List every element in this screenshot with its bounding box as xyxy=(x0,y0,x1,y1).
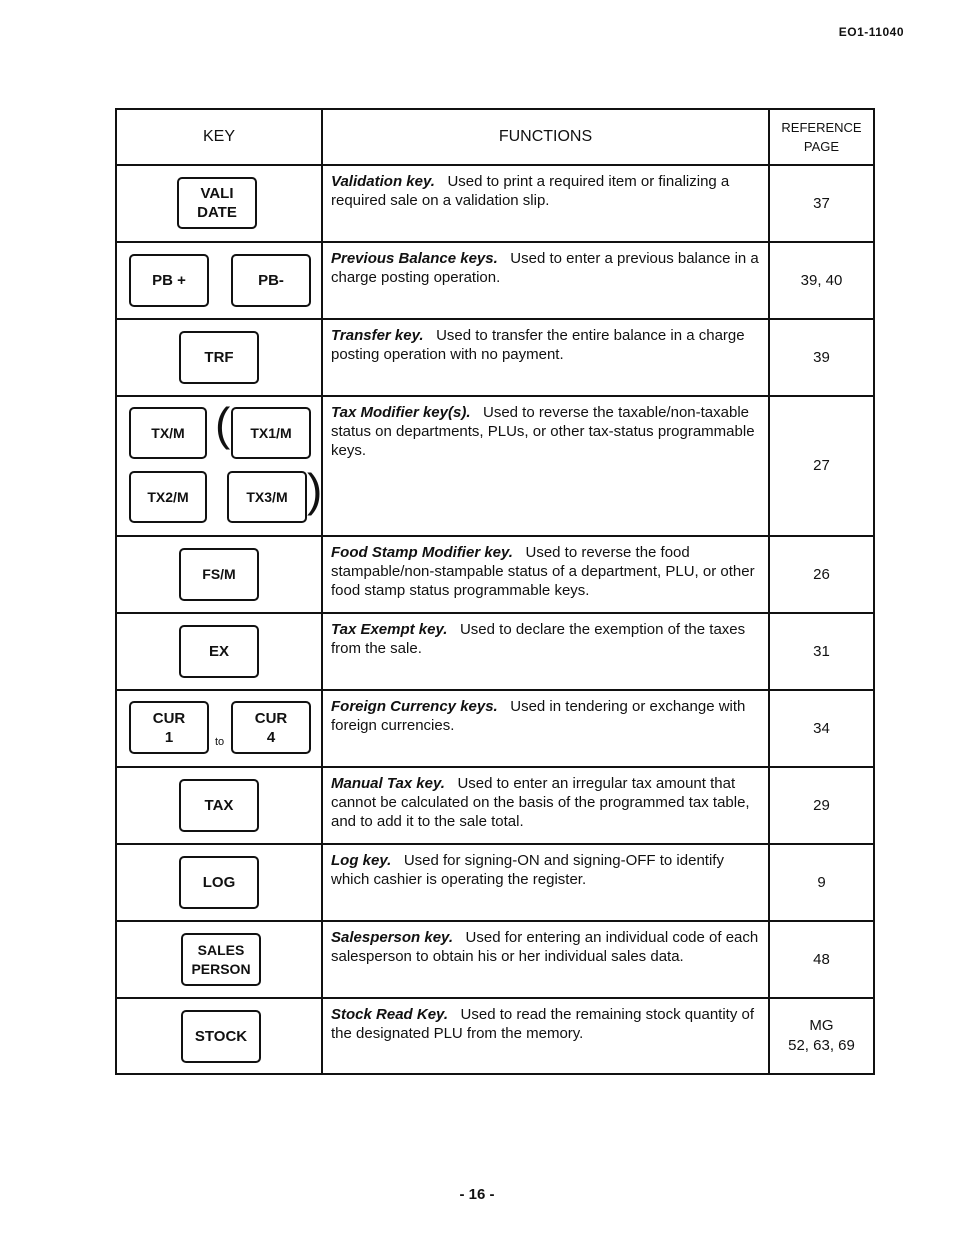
key-label: VALI xyxy=(200,185,234,202)
table-row xyxy=(116,536,874,613)
table-row xyxy=(116,396,874,536)
table-row xyxy=(116,242,874,319)
function-title: Manual Tax key. xyxy=(331,775,445,792)
key-label: CUR xyxy=(152,709,186,727)
key-label: PERSON xyxy=(191,960,251,977)
table-row xyxy=(116,165,874,242)
function-cell xyxy=(322,921,769,998)
vali-date-key xyxy=(177,177,257,229)
key-label: DATE xyxy=(197,204,237,221)
key-cell xyxy=(116,396,322,536)
function-cell xyxy=(322,690,769,767)
function-title: Stock Read Key. xyxy=(331,1006,448,1023)
tx2-m-key xyxy=(129,471,207,523)
table-header-row xyxy=(116,109,874,165)
key-label: TX2/M xyxy=(147,488,189,505)
table-row xyxy=(116,613,874,690)
key-cell xyxy=(116,690,322,767)
tx1-m-key xyxy=(231,407,311,459)
document-id: EO1-11040 xyxy=(838,25,904,39)
tx-m-key xyxy=(129,407,207,459)
table-row xyxy=(116,690,874,767)
function-description: Used to enter an irregular tax amount that cannot be calculated on the basis of the programmed tax table, and to add it to the sale total. xyxy=(331,775,750,830)
to-label: to xyxy=(215,736,225,748)
function-description: Used to enter a previous balance in a charge posting operation. xyxy=(331,250,759,286)
header-reference-page xyxy=(769,109,874,165)
reference-page-line: 52, 63, 69 xyxy=(788,1037,855,1054)
key-cell xyxy=(116,613,322,690)
function-cell xyxy=(322,165,769,242)
function-description: Used in tendering or exchange with foreign currencies. xyxy=(331,698,746,734)
page-number: - 16 - xyxy=(459,1186,495,1203)
key-label: CUR xyxy=(254,709,288,727)
table-row xyxy=(116,998,874,1074)
key-cell xyxy=(116,242,322,319)
key-label: FS/M xyxy=(202,566,236,582)
table-row xyxy=(116,844,874,921)
function-description: Used to reverse the taxable/non-taxable status on departments, PLUs, or other tax-status programmable keys. xyxy=(331,404,755,459)
tx3-m-key xyxy=(227,471,307,523)
function-cell xyxy=(322,242,769,319)
function-title: Transfer key. xyxy=(331,327,424,344)
function-description: Used for signing-ON and signing-OFF to identify which cashier is operating the register. xyxy=(331,852,724,888)
reference-page: 48 xyxy=(769,921,874,998)
function-cell xyxy=(322,767,769,844)
reference-page: 39 xyxy=(769,319,874,396)
key-cell xyxy=(116,536,322,613)
function-description: Used to read the remaining stock quantity of the designated PLU from the memory. xyxy=(331,1006,755,1042)
key-label: LOG xyxy=(202,874,236,891)
key-label: TAX xyxy=(204,797,234,814)
key-label: 4 xyxy=(266,728,276,746)
key-cell xyxy=(116,767,322,844)
function-title: Foreign Currency keys. xyxy=(331,698,498,715)
key-label: PB + xyxy=(152,272,186,289)
tax-key xyxy=(179,779,259,832)
reference-page: 27 xyxy=(769,396,874,536)
function-title: Log key. xyxy=(331,852,392,869)
key-label: EX xyxy=(208,643,229,660)
function-title: Tax Modifier key(s). xyxy=(331,404,471,421)
ex-key xyxy=(179,625,259,678)
function-cell xyxy=(322,536,769,613)
header-functions: FUNCTIONS xyxy=(322,109,769,165)
salesperson-key xyxy=(181,933,261,986)
key-label: 1 xyxy=(164,728,174,746)
function-description: Used to declare the exemption of the taxes from the sale. xyxy=(331,621,746,657)
open-paren: ( xyxy=(215,398,231,450)
reference-page: 34 xyxy=(769,690,874,767)
key-function-table xyxy=(115,108,875,1075)
function-description: Used for entering an individual code of each salesperson to obtain his or her individual sales data. xyxy=(331,929,759,965)
cur-4-key xyxy=(231,701,311,754)
reference-page: 37 xyxy=(769,165,874,242)
function-title: Tax Exempt key. xyxy=(331,621,448,638)
log-key xyxy=(179,856,259,909)
key-cell xyxy=(116,319,322,396)
key-cell xyxy=(116,921,322,998)
fs-m-key xyxy=(179,548,259,601)
trf-key xyxy=(179,331,259,384)
function-cell xyxy=(322,844,769,921)
reference-page: 39, 40 xyxy=(769,242,874,319)
close-paren: ) xyxy=(307,464,323,516)
function-title: Food Stamp Modifier key. xyxy=(331,544,513,561)
function-title: Previous Balance keys. xyxy=(331,250,498,267)
key-cell xyxy=(116,844,322,921)
pb-minus-key xyxy=(231,254,311,307)
function-title: Validation key. xyxy=(331,173,435,190)
header-key: KEY xyxy=(116,109,322,165)
function-description: Used to print a required item or finalizing a required sale on a validation slip. xyxy=(331,173,730,209)
table-row xyxy=(116,319,874,396)
header-reference-label: REFERENCE xyxy=(781,120,862,135)
cur-1-key xyxy=(129,701,209,754)
pb-plus-key xyxy=(129,254,209,307)
function-cell xyxy=(322,319,769,396)
function-cell xyxy=(322,613,769,690)
key-cell xyxy=(116,998,322,1074)
function-cell xyxy=(322,998,769,1074)
table-row xyxy=(116,767,874,844)
function-cell xyxy=(322,396,769,536)
function-description: Used to transfer the entire balance in a charge posting operation with no payment. xyxy=(331,327,745,363)
key-label: SALES xyxy=(197,941,245,958)
key-label: STOCK xyxy=(194,1028,248,1045)
table-row xyxy=(116,921,874,998)
reference-page: 9 xyxy=(769,844,874,921)
function-title: Salesperson key. xyxy=(331,929,454,946)
key-label: PB- xyxy=(258,272,284,289)
key-cell xyxy=(116,165,322,242)
key-label: TX3/M xyxy=(246,488,288,505)
header-page-label: PAGE xyxy=(803,139,840,154)
key-label: TRF xyxy=(204,349,234,366)
function-description: Used to reverse the food stampable/non-stampable status of a department, PLU, or other food stamp status programmable keys. xyxy=(331,544,755,599)
reference-page: 29 xyxy=(769,767,874,844)
reference-page xyxy=(769,998,874,1074)
key-label: TX/M xyxy=(151,424,185,441)
reference-page-line: MG xyxy=(809,1017,834,1034)
reference-page: 31 xyxy=(769,613,874,690)
stock-key xyxy=(181,1010,261,1063)
key-label: TX1/M xyxy=(250,424,292,441)
reference-page: 26 xyxy=(769,536,874,613)
